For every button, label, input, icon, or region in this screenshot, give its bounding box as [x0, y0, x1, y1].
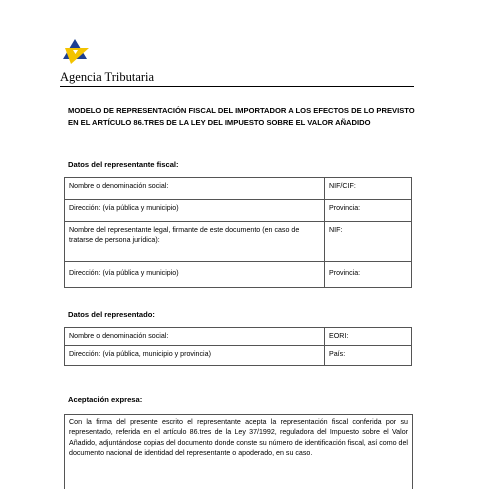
acceptance-text: Con la firma del presente escrito el representante acepta la representación fiscal conferida por su representado, referida en el artículo 86.tres de la Ley 37/1992, reguladora del Impuesto sobre el Valor Añadido, adjuntándose copias del documento donde conste su número de identificación fiscal, así como del documento nacional de identidad del representante o apoderado, en su caso.: [64, 414, 413, 489]
document-title: MODELO DE REPRESENTACIÓN FISCAL DEL IMPORTADOR A LOS EFECTOS DE LO PREVISTO EN EL ARTÍCULO 86.TRES DE LA LEY DEL IMPUESTO SOBRE EL VALOR AÑADIDO: [68, 106, 415, 127]
table-row: [65, 262, 412, 288]
field-label[interactable]: Provincia:: [325, 262, 412, 288]
representante-table: [64, 177, 412, 288]
section-heading-representante: Datos del representante fiscal:: [68, 160, 179, 169]
field-label[interactable]: País:: [325, 346, 412, 366]
section-heading-representado: Datos del representado:: [68, 310, 155, 319]
field-label[interactable]: Nombre o denominación social:: [65, 328, 325, 346]
table-row: [65, 328, 412, 346]
table-row: [65, 222, 412, 262]
field-label[interactable]: Nombre o denominación social:: [65, 178, 325, 200]
field-label[interactable]: Nombre del representante legal, firmante de este documento (en caso de tratarse de persona jurídica):: [65, 222, 325, 262]
table-row: [65, 178, 412, 200]
field-label[interactable]: EORI:: [325, 328, 412, 346]
agencia-tributaria-logo-icon: [61, 38, 91, 64]
field-label[interactable]: Provincia:: [325, 200, 412, 222]
representado-table: [64, 327, 412, 366]
field-label[interactable]: NIF:: [325, 222, 412, 262]
table-row: [65, 200, 412, 222]
field-label[interactable]: Dirección: (vía pública y municipio): [65, 262, 325, 288]
section-heading-aceptacion: Aceptación expresa:: [68, 395, 143, 404]
table-row: [65, 346, 412, 366]
field-label[interactable]: Dirección: (vía pública y municipio): [65, 200, 325, 222]
field-label[interactable]: Dirección: (vía pública, municipio y provincia): [65, 346, 325, 366]
header-divider: [60, 86, 414, 87]
agency-name: Agencia Tributaria: [60, 70, 155, 84]
field-label[interactable]: NIF/CIF:: [325, 178, 412, 200]
